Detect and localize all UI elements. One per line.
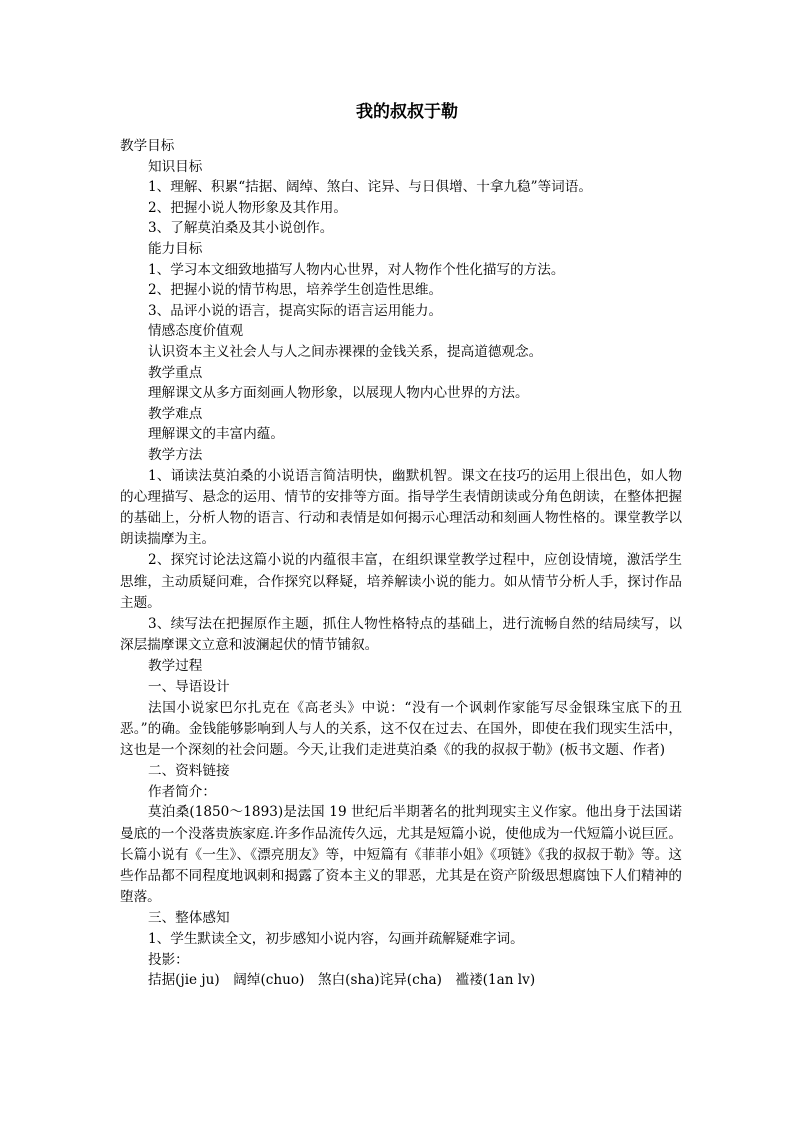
heading-teaching-methods: 教学方法 (148, 446, 203, 463)
key-points-text: 理解课文从多方面刻画人物形象，以展现人物内心世界的方法。 (148, 385, 529, 402)
heading-introduction: 一、导语设计 (148, 678, 230, 695)
heading-difficult-points: 教学难点 (148, 405, 203, 422)
heading-ability-goals: 能力目标 (148, 240, 203, 257)
method-paragraph: 2、探究讨论法这篇小说的内蕴很丰富，在组织课堂教学过程中，应创设情境，激活学生思维，主动质疑问难，合作探究以释疑，培养解读小说的能力。如从情节分析人手，探讨作品主题。 (120, 552, 682, 611)
method-paragraph: 3、续写法在把握原作主题，抓住人物性格特点的基础上，进行流畅自然的结局续写，以深层揣摩课文立意和波澜起伏的情节铺叙。 (120, 615, 682, 654)
heading-teaching-goals: 教学目标 (120, 138, 175, 154)
ability-item: 3、品评小说的语言，提高实际的语言运用能力。 (148, 302, 443, 319)
heading-knowledge-goals: 知识目标 (148, 158, 203, 175)
perception-item: 1、学生默读全文，初步感知小说内容，勾画并疏解疑难字词。 (148, 930, 524, 947)
difficult-points-text: 理解课文的丰富内蕴。 (148, 426, 284, 443)
author-paragraph: 莫泊桑(1850～1893)是法国 19 世纪后半期著名的批判现实主义作家。他出身于法国诺曼底的一个没落贵族家庭.许多作品流传久远，尤其是短篇小说，使他成为一代短篇小说巨匠。长篇小说有《一生》、《漂亮朋友》等，中短篇有《菲菲小姐》《项链》《我的叔叔于勒》等。这些作品都不同程度地讽刺和揭露了资本主义的罪恶，尤其是在资产阶级思想腐蚀下人们精神的堕落。 (120, 804, 682, 906)
document-title: 我的叔叔于勒 (356, 102, 458, 122)
heading-overall-perception: 三、整体感知 (148, 910, 230, 927)
introduction-paragraph: 法国小说家巴尔扎克在《高老头》中说：“没有一个讽刺作家能写尽金银珠宝底下的丑恶。”的确。金钱能够影响到人与人的关系，这不仅在过去、在国外，即使在我们现实生活中，这也是一个深刻的社会问题。今天,让我们走进莫泊桑《的我的叔叔于勒》(板书文题、作者) (120, 699, 682, 758)
vocabulary-line: 拮据(jie ju) 阔绰(chuo) 煞白(sha)诧异(cha) 褴褛(1an lv) (148, 972, 536, 989)
knowledge-item: 3、了解莫泊桑及其小说创作。 (148, 220, 334, 237)
document-page (120, 100, 682, 991)
heading-key-points: 教学重点 (148, 364, 203, 381)
attitude-text: 认识资本主义社会人与人之间赤裸裸的金钱关系，提高道德观念。 (148, 343, 543, 360)
ability-item: 1、学习本文细致地描写人物内心世界，对人物作个性化描写的方法。 (148, 261, 565, 278)
heading-author-bio: 作者简介： (148, 783, 216, 800)
heading-attitude-values: 情感态度价值观 (148, 323, 244, 340)
method-paragraph: 1、诵读法莫泊桑的小说语言简洁明快，幽默机智。课文在技巧的运用上很出色，如人物的心理描写、悬念的运用、情节的安排等方面。指导学生表情朗读或分角色朗读，在整体把握的基础上，分析人物的语言、行动和表情是如何揭示心理活动和刻画人物性格的。课堂教学以朗读揣摩为主。 (120, 467, 682, 548)
heading-resource-links: 二、资料链接 (148, 763, 230, 780)
knowledge-item: 1、理解、积累“拮据、阔绰、煞白、诧异、与日俱增、十拿九稳”等词语。 (148, 179, 592, 196)
heading-teaching-process: 教学过程 (148, 658, 203, 675)
projection-label: 投影： (148, 951, 189, 968)
ability-item: 2、把握小说的情节构思，培养学生创造性思维。 (148, 282, 443, 299)
knowledge-item: 2、把握小说人物形象及其作用。 (148, 199, 347, 216)
